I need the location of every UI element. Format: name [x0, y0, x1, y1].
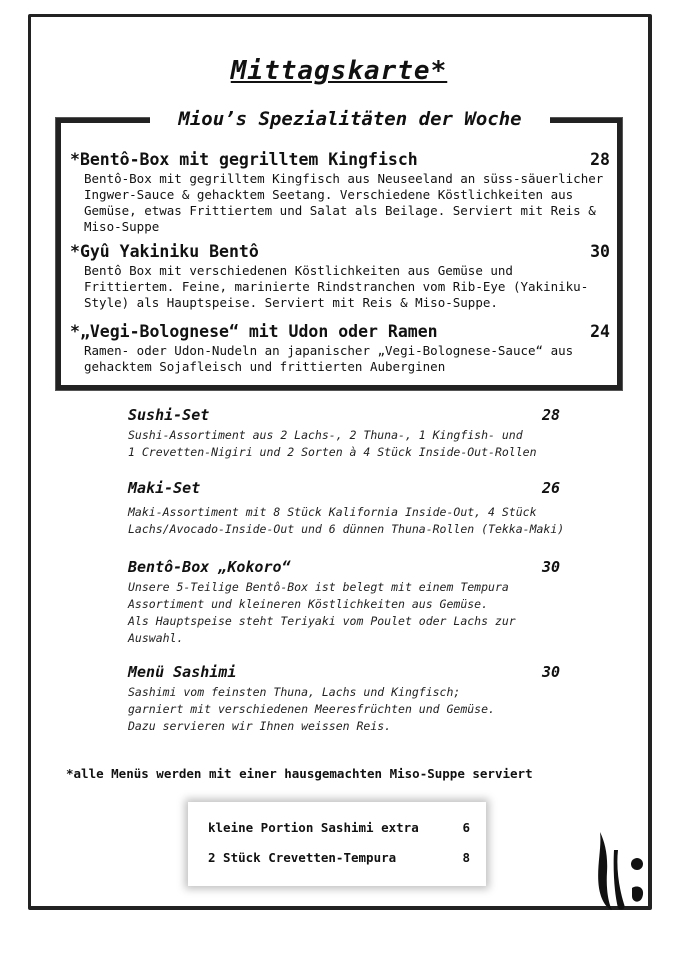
set-description: [128, 579, 568, 647]
description-line: Bentô-Box mit gegrilltem Kingfisch aus Neuseeland an süss-säuerlicher: [84, 171, 604, 186]
special-name: Bentô-Box mit gegrilltem Kingfisch: [79, 150, 418, 169]
footnote: *alle Menüs werden mit einer hausgemachten Miso-Suppe serviert: [66, 766, 533, 781]
brush-calligraphy-logo: [592, 828, 652, 914]
special-star: *: [70, 150, 80, 169]
special-name: Gyû Yakiniku Bentô: [79, 242, 259, 261]
description-line: Frittiertem. Feine, marinierte Rindstranchen vom Rib-Eye (Yakiniku-: [84, 279, 589, 294]
description-line: Bentô Box mit verschiedenen Köstlichkeiten aus Gemüse und: [84, 263, 513, 278]
description-line: Dazu servieren wir Ihnen weissen Reis.: [128, 719, 392, 733]
set-item: [128, 662, 568, 735]
extras-box: [188, 802, 486, 886]
special-price: 28: [590, 150, 610, 169]
special-description: [70, 343, 610, 375]
description-line: Maki-Assortiment mit 8 Stück Kalifornia Inside-Out, 4 Stück: [128, 505, 537, 519]
description-line: gehacktem Sojafleisch und frittierten Auberginen: [84, 359, 446, 374]
extra-label: 2 Stück Crevetten-Tempura: [208, 850, 397, 865]
set-price: 26: [541, 479, 560, 497]
set-name: Sushi-Set: [128, 406, 210, 424]
special-price: 30: [590, 242, 610, 261]
set-item: [128, 557, 568, 647]
specials-heading: Miou’s Spezialitäten der Woche: [150, 108, 550, 130]
set-item: [128, 405, 568, 461]
extra-label: kleine Portion Sashimi extra: [208, 820, 419, 835]
description-line: Auswahl.: [128, 631, 184, 645]
description-line: Unsere 5-Teilige Bentô-Box ist belegt mit einem Tempura: [128, 580, 509, 594]
special-star: *: [70, 322, 80, 341]
set-description: [128, 427, 568, 461]
special-item: [70, 150, 610, 235]
set-price: 30: [541, 663, 560, 681]
set-name: Maki-Set: [128, 479, 201, 497]
special-item: [70, 322, 610, 375]
description-line: Ingwer-Sauce & gehacktem Seetang. Verschiedene Köstlichkeiten aus: [84, 187, 574, 202]
set-description: [128, 504, 568, 538]
description-line: Sushi-Assortiment aus 2 Lachs-, 2 Thuna-, 1 Kingfish- und: [128, 428, 523, 442]
description-line: Sashimi vom feinsten Thuna, Lachs und Kingfisch;: [128, 685, 461, 699]
menu-title: Mittagskarte*: [230, 56, 448, 86]
description-line: Als Hauptspeise steht Teriyaki vom Poulet oder Lachs zur: [128, 614, 516, 628]
special-price: 24: [590, 322, 610, 341]
special-description: [70, 263, 610, 311]
extra-price: 6: [462, 820, 470, 835]
set-description: [128, 684, 568, 735]
description-line: Lachs/Avocado-Inside-Out und 6 dünnen Thuna-Rollen (Tekka-Maki): [128, 522, 565, 536]
description-line: Style) als Hauptspeise. Serviert mit Reis & Miso-Suppe.: [84, 295, 498, 310]
extra-item: [208, 820, 470, 835]
description-line: Ramen- oder Udon-Nudeln an japanischer „Vegi-Bolognese-Sauce“ aus: [84, 343, 574, 358]
set-name: Bentô-Box „Kokoro“: [128, 558, 291, 576]
special-name: „Vegi-Bolognese“ mit Udon oder Ramen: [79, 322, 438, 341]
extra-price: 8: [462, 850, 470, 865]
special-item: [70, 242, 610, 311]
description-line: Assortiment und kleineren Köstlichkeiten aus Gemüse.: [128, 597, 489, 611]
extra-item: [208, 850, 470, 865]
set-item: [128, 478, 568, 538]
description-line: Gemüse, etwas Frittiertem und Salat als Beilage. Serviert mit Reis &: [84, 203, 596, 218]
description-line: garniert mit verschiedenen Meeresfrüchten und Gemüse.: [128, 702, 495, 716]
special-description: [70, 171, 610, 235]
description-line: Miso-Suppe: [84, 219, 160, 234]
set-price: 28: [541, 406, 560, 424]
set-price: 30: [541, 558, 560, 576]
set-name: Menü Sashimi: [128, 663, 237, 681]
special-star: *: [70, 242, 80, 261]
description-line: 1 Crevetten-Nigiri und 2 Sorten à 4 Stück Inside-Out-Rollen: [128, 445, 537, 459]
